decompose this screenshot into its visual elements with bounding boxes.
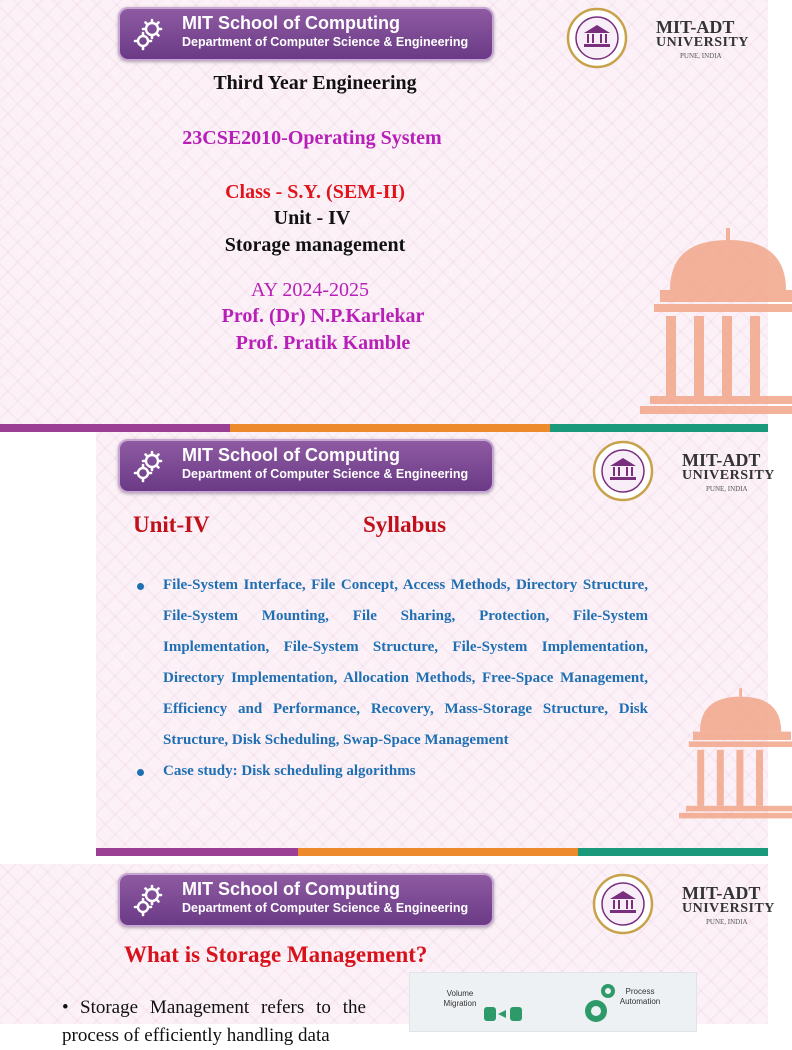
school-banner [118, 439, 494, 493]
list-item-text: Case study: Disk scheduling algorithms [163, 763, 416, 779]
professor-1: Prof. (Dr) N.P.Karlekar [221, 305, 425, 327]
year-text: Third Year Engineering [213, 72, 417, 94]
university-seal-icon [592, 440, 654, 502]
color-bar [96, 848, 768, 856]
storage-management-slide [0, 864, 775, 1046]
bullet-dot [137, 583, 144, 590]
university-word: UNIVERSITY [656, 35, 749, 50]
university-name: MIT-ADT [682, 450, 761, 470]
gears-icon [132, 883, 168, 919]
school-banner [118, 873, 494, 927]
professor-2: Prof. Pratik Kamble [235, 332, 411, 354]
banner-subtitle: Department of Computer Science & Engineering [182, 467, 469, 481]
unit-label: Unit-IV [133, 512, 210, 537]
banner-subtitle: Department of Computer Science & Engineering [182, 35, 469, 49]
syllabus-list [134, 570, 648, 787]
university-logo [592, 873, 792, 935]
dome-pavilion-icon [658, 652, 770, 856]
title-slide [0, 0, 768, 424]
list-item [134, 570, 648, 756]
class-text: Class - S.Y. (SEM-II) [225, 181, 405, 203]
university-name: MIT-ADT [682, 883, 761, 903]
process-automation-label: Process Automation [619, 987, 661, 1006]
bullet-dot [137, 769, 144, 776]
volume-migration-label: Volume Migration [443, 989, 477, 1008]
gears-icon [132, 449, 168, 485]
gears-icon [132, 17, 168, 53]
dome-pavilion-icon [610, 220, 770, 424]
syllabus-slide [96, 432, 775, 856]
university-logo [592, 440, 792, 502]
slide-title: What is Storage Management? [124, 942, 428, 967]
university-name: MIT-ADT [656, 17, 735, 37]
banner-title: MIT School of Computing [182, 13, 400, 33]
banner-title: MIT School of Computing [182, 879, 400, 899]
banner-subtitle: Department of Computer Science & Engineering [182, 901, 469, 915]
university-logo [566, 7, 766, 69]
university-word: UNIVERSITY [682, 901, 775, 916]
university-location: PUNE, INDIA [680, 52, 722, 60]
academic-year-text: AY 2024-2025 [251, 279, 369, 301]
unit-text: Unit - IV [273, 207, 351, 229]
university-location: PUNE, INDIA [706, 918, 748, 926]
process-automation-gear-icon [582, 979, 622, 1029]
list-item [134, 756, 648, 787]
storage-diagram-image [409, 972, 697, 1032]
course-text: 23CSE2010-Operating System [182, 127, 442, 149]
university-location: PUNE, INDIA [706, 485, 748, 493]
volume-migration-icon [482, 1003, 524, 1025]
topic-text: Storage management [224, 234, 406, 256]
list-item-text: Storage Management refers to the process of efficiently handling data [62, 997, 366, 1046]
bullet-dot: • [62, 997, 69, 1018]
university-word: UNIVERSITY [682, 468, 775, 483]
list-item-text: File-System Interface, File Concept, Access Methods, Directory Structure, File-System Mounting, File Sharing, Protection, File-System Implementation, File-System Structure, File-System Implementation, Directory Implementation, Allocation Methods, Free-Space Management, Efficiency and Performance, Recovery, Mass-Storage Structure, Disk Structure, Disk Scheduling, Swap-Space Management [163, 577, 648, 748]
university-seal-icon [592, 873, 654, 935]
syllabus-heading: Syllabus [363, 512, 447, 537]
school-banner [118, 7, 494, 61]
banner-title: MIT School of Computing [182, 445, 400, 465]
university-seal-icon [566, 7, 628, 69]
color-bar [0, 424, 768, 432]
list-item [62, 994, 366, 1050]
